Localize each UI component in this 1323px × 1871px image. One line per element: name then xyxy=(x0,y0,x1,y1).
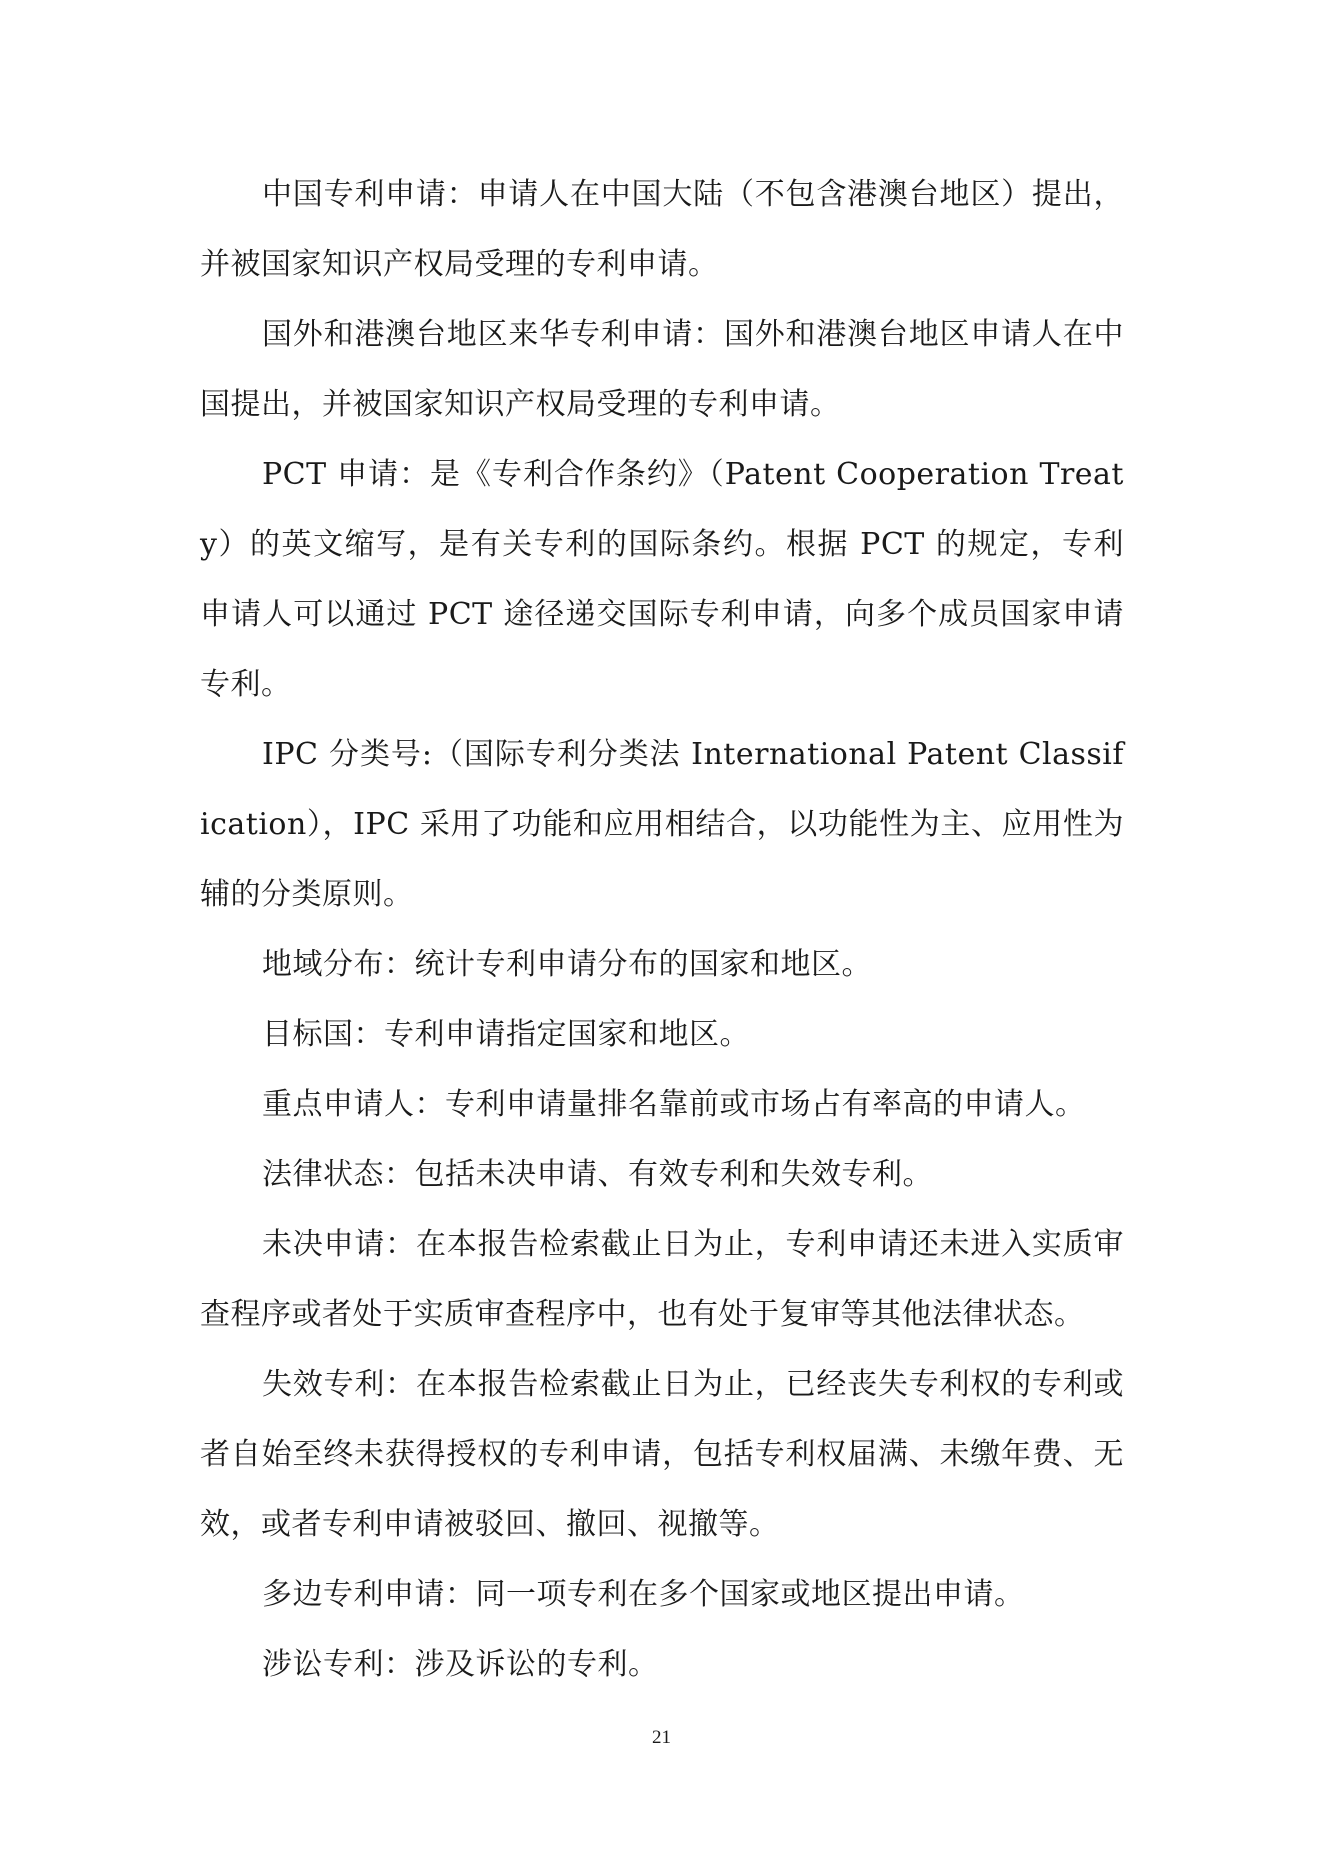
definition-pct-application: PCT 申请：是《专利合作条约》（Patent Cooperation Treaty）的英文缩写，是有关专利的国际条约。根据 PCT 的规定，专利申请人可以通过 PCT 途径递交国际专利申请，向多个成员国家申请专利。 xyxy=(200,457,1124,702)
definition-litigated-patent: 涉讼专利：涉及诉讼的专利。 xyxy=(262,1647,659,1682)
page-number: 21 xyxy=(652,1727,671,1748)
definition-china-patent-application: 中国专利申请：申请人在中国大陆（不包含港澳台地区）提出，并被国家知识产权局受理的专利申请。 xyxy=(200,177,1124,282)
definition-multilateral-application: 多边专利申请：同一项专利在多个国家或地区提出申请。 xyxy=(262,1577,1025,1612)
document-body xyxy=(200,160,1124,1700)
definition-target-country: 目标国：专利申请指定国家和地区。 xyxy=(262,1017,750,1052)
definition-key-applicant: 重点申请人：专利申请量排名靠前或市场占有率高的申请人。 xyxy=(262,1087,1086,1122)
definition-invalid-patent: 失效专利：在本报告检索截止日为止，已经丧失专利权的专利或者自始至终未获得授权的专利申请，包括专利权届满、未缴年费、无效，或者专利申请被驳回、撤回、视撤等。 xyxy=(200,1367,1124,1542)
definition-ipc-classification: IPC 分类号:（国际专利分类法 International Patent Classification），IPC 采用了功能和应用相结合，以功能性为主、应用性为辅的分类原则。 xyxy=(200,737,1124,912)
definition-foreign-patent-application: 国外和港澳台地区来华专利申请：国外和港澳台地区申请人在中国提出，并被国家知识产权局受理的专利申请。 xyxy=(200,317,1124,422)
definition-pending-application: 未决申请：在本报告检索截止日为止，专利申请还未进入实质审查程序或者处于实质审查程序中，也有处于复审等其他法律状态。 xyxy=(200,1227,1124,1332)
definition-legal-status: 法律状态：包括未决申请、有效专利和失效专利。 xyxy=(262,1157,933,1192)
definition-geographic-distribution: 地域分布：统计专利申请分布的国家和地区。 xyxy=(262,947,872,982)
